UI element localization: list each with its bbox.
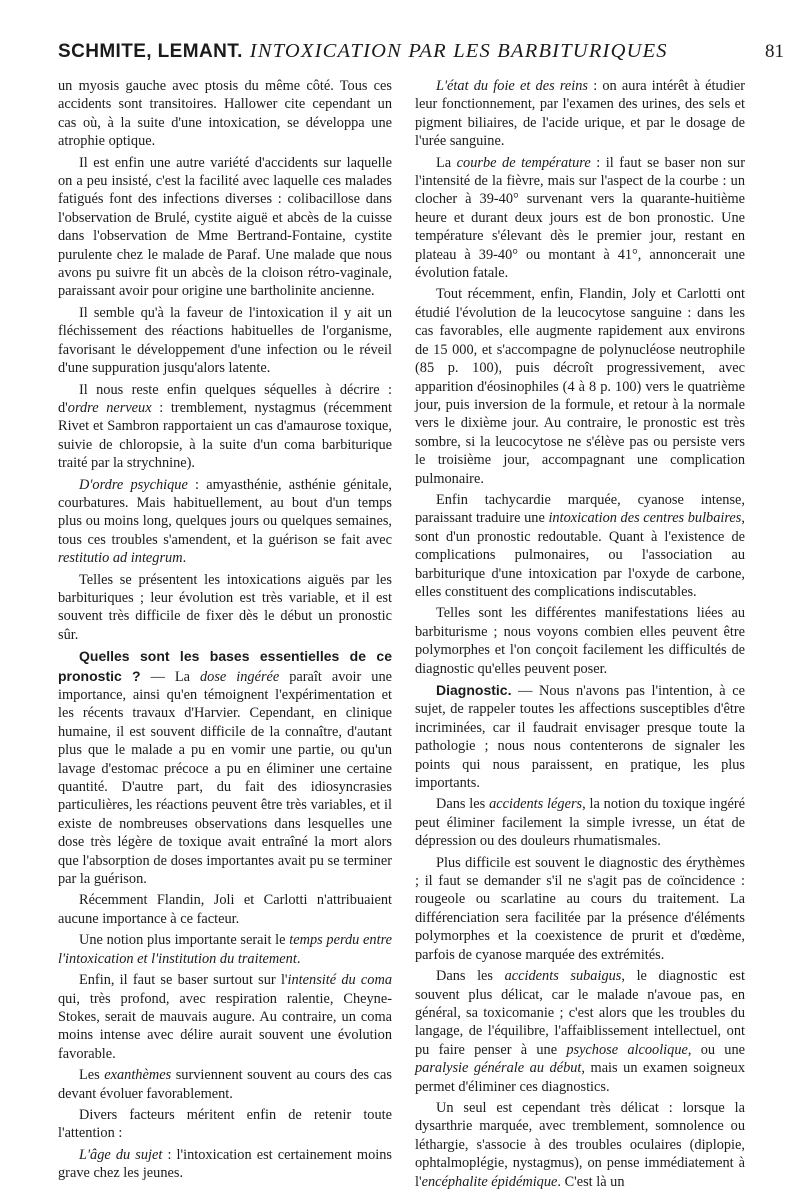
paragraph: Un seul est cependant très délicat : lorsque la dysarthrie marquée, avec tremblement, somnolence ou léthargie, s'associe à des troubles oculaires (diplopie, ophtalmoplégie, nystagmus), on pense immédiatement à l'encéphalite épidémique. C'est là un [415, 1099, 745, 1190]
section-heading: Quelles sont les bases essentielles de ce pronostic ? [58, 648, 392, 684]
paragraph: un myosis gauche avec ptosis du même côté. Tous ces accidents sont transitoires. Hallower cite cependant un cas où, à la suite d'une intoxication, se développa une atrophie optique. [58, 78, 392, 150]
paragraph: Divers facteurs méritent enfin de retenir toute l'attention : [58, 1106, 392, 1142]
paragraph: Telles se présentent les intoxications aiguës par les barbituriques ; leur évolution est très variable, et il est souvent très difficile de fixer dès le début un pronostic sûr. [58, 571, 392, 643]
header-title: INTOXICATION PAR LES BARBITURIQUES [249, 40, 668, 62]
paragraph: Il est enfin une autre variété d'accidents sur laquelle on a peu insisté, c'est la facilité avec laquelle ces malades fatigués font des infections diverses : colibacillose dans l'observation de Brulé, cystite aiguë et abcès de la cuisse dans l'observation de Mme Bertrand-Fontaine, cystite purulente chez le malade de Paraf. Une malade que nous avons pu suivre fit un abcès de la cloison rétro-vaginale, paraissant avoir pour origine une bartholinite ancienne. [58, 154, 392, 300]
paragraph: Enfin tachycardie marquée, cyanose intense, paraissant traduire une intoxication des centres bulbaires, sont d'un pronostic redoutable. Quant à l'existence de complications pulmonaires, ou l'association au barbiturique d'une intoxication par l'oxyde de carbone, elles constituent des complications indiscutables. [415, 491, 745, 600]
paragraph: Diagnostic. — Nous n'avons pas l'intention, à ce sujet, de rappeler toutes les affections susceptibles d'être incriminées, car il faudrait envisager presque toute la pathologie ; nous nous contenterons de signaler les points qui nous paraissent, en pratique, les plus importants. [415, 682, 745, 792]
paragraph: Enfin, il faut se baser surtout sur l'intensité du coma qui, très profond, avec respiration ralentie, Cheyne-Stokes, serait de mauvais augure. Au contraire, un coma moins intense avec délire aurait souvent une évolution favorable. [58, 972, 392, 1062]
paragraph: La courbe de température : il faut se baser non sur l'intensité de la fièvre, mais sur l'aspect de la courbe : un clocher à 39-40° survenant vers la quarante-huitième heure et durant deux jours est de bon pronostic. Une température s'élevant dès le premier jour, restant en plateau à 39-40° ou montant à 41°, annoncerait une évolution fatale. [415, 154, 745, 282]
paragraph: Dans les accidents légers, la notion du toxique ingéré peut éliminer facilement la simple ivresse, un état de dépression ou des douleurs rhumatismales. [415, 796, 746, 850]
section-heading: Diagnostic. [436, 682, 512, 698]
right-column [415, 77, 745, 1194]
left-column [58, 77, 392, 1186]
paragraph: D'ordre psychique : amyasthénie, asthénie génitale, courbatures. Mais habituellement, au bout d'un temps plus ou moins long, quelques jours ou quelques semaines, tous ces troubles s'amendent, et la guérison se fait avec restitutio ad integrum. [58, 476, 392, 567]
paragraph: Quelles sont les bases essentielles de ce pronostic ? — La dose ingérée paraît avoir une importance, ainsi qu'en témoignent l'expérimentation et les récents travaux d'Harvier. Cependant, en clinique humaine, il est souvent difficile de la connaître, d'autant plus que le malade a pu en vomir une partie, ou qu'un lavage d'estomac précoce a pu en éliminer une certaine quantité. D'autre part, du fait des idiosyncrasies particulières, les réactions peuvent être très variables, et il existe de nombreuses observations dans lesquelles une dose très légère de toxique avait entraîné la mort alors que l'absorption de doses importantes avait pu se terminer par la guérison. [58, 648, 392, 888]
header-authors: SCHMITE, LEMANT. [58, 41, 243, 62]
running-header [58, 40, 784, 68]
paragraph: Il nous reste enfin quelques séquelles à décrire : d'ordre nerveux : tremblement, nystagmus (récemment Rivet et Sambron rapportaient un cas d'amaurose toxique, suivie de chloropsie, à la suite d'un coma barbiturique traité par la strychnine). [58, 381, 392, 472]
paragraph: Il semble qu'à la faveur de l'intoxication il y ait un fléchissement des réactions habituelles de l'organisme, favorisant le développement d'une infection ou le réveil d'une suppuration jusqu'alors latente. [58, 304, 392, 377]
paragraph: Telles sont les différentes manifestations liées au barbiturisme ; nous voyons combien elles peuvent être polymorphes et l'on conçoit facilement les difficultés de diagnostic qu'elles peuvent poser. [415, 605, 745, 677]
page-number: 81 [765, 41, 784, 62]
paragraph: Récemment Flandin, Joli et Carlotti n'attribuaient aucune importance à ce facteur. [58, 892, 392, 927]
paragraph: Tout récemment, enfin, Flandin, Joly et Carlotti ont étudié l'évolution de la leucocytose sanguine : dans les cas favorables, elle augmente rapidement aux environs de 15 000, et s'accompagne de polynucléose neutrophile (85 p. 100), puis décroît progressivement, avec apparition d'éosinophiles (4 à 8 p. 100) vers le quatrième jour, puis inversion de la formule, et retour à la normale vers le dixième jour. Au contraire, le pronostic est très sombre, si la leucocytose ne s'élève pas ou persiste vers le troisième jour, accompagnant une complication pulmonaire. [415, 286, 745, 487]
paragraph: L'état du foie et des reins : on aura intérêt à étudier leur fonctionnement, par l'examen des urines, des sels et pigment biliaires, de l'acide urique, et par le dosage de l'urée sanguine. [415, 78, 745, 150]
paragraph: Une notion plus importante serait le temps perdu entre l'intoxication et l'institution du traitement. [58, 932, 392, 967]
paragraph: Dans les accidents subaigus, le diagnostic est souvent plus délicat, car le malade n'avoue pas, en général, sa toxicomanie ; c'est alors que les troubles du langage, de l'équilibre, l'affaiblissement intellectuel, ont pu faire penser à une psychose alcoolique, ou une paralysie générale au début, mais un examen soigneux permet d'éliminer ces diagnostics. [415, 968, 746, 1095]
paragraph: Plus difficile est souvent le diagnostic des érythèmes ; il faut se demander s'il ne s'agit pas de coïncidence : rougeole ou scarlatine au cours du traitement. La différenciation sera facilitée par la présence d'éléments polymorphes et la coexistence de prurit et d'œdème, parfois de cyanose marquée des extrémités. [415, 854, 745, 963]
paragraph: Les exanthèmes surviennent souvent au cours des cas devant évoluer favorablement. [58, 1067, 392, 1102]
paragraph: L'âge du sujet : l'intoxication est certainement moins grave chez les jeunes. [58, 1146, 392, 1182]
